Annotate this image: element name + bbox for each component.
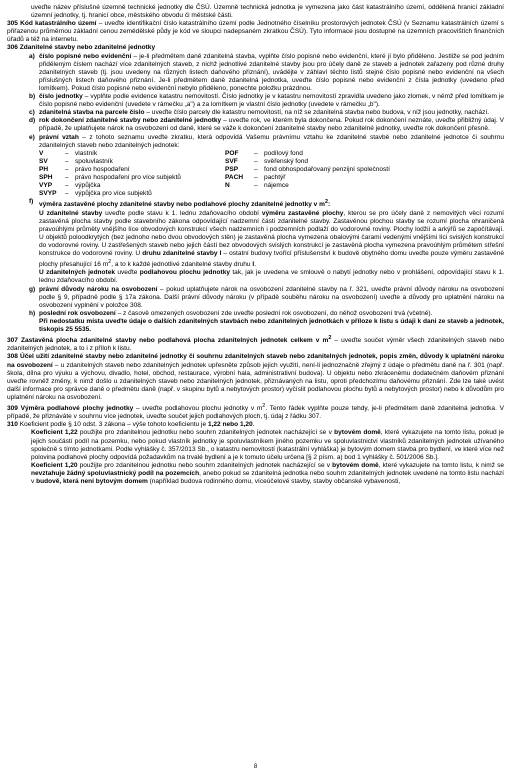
code-description: výpůjčka pro více subjektů	[75, 190, 152, 198]
code: POF	[225, 149, 239, 157]
text: , anebo pokud se zdanitelná jednotka nebo souhrn zdanitelných jednotek uvedené na tomto listu nachází v	[31, 469, 504, 486]
document-page	[7, 4, 504, 486]
bold-text: budově, která není bytovým domem	[36, 478, 148, 486]
subitem-title	[39, 201, 330, 208]
subitem-text: – z časově omezených osvobození zde uveďte poslední rok osvobození, do něhož osvobození trvá (včetně).	[115, 309, 433, 317]
code: VYP	[39, 182, 53, 190]
text: , které vykazujete na tomto listu, k nimž se	[378, 461, 505, 469]
item-305	[7, 20, 504, 44]
bold-text: bytovém domě	[332, 461, 379, 469]
subitem-text: – uveďte číslo parcely dle katastru nemovitostí, na níž se zdanitelná stavba nebo budova, v níž jsou jednotky, nachází.	[144, 109, 490, 117]
item-title-text: Zastavěná plocha zdanitelné stavby nebo podlahová plocha zdanitelných jednotek celkem v m	[21, 337, 329, 345]
item-text: .	[252, 421, 255, 429]
bold-text: I	[252, 261, 255, 269]
code	[225, 190, 254, 198]
dash: –	[65, 157, 69, 165]
bold-text: Koeficient 1,22	[31, 429, 78, 437]
code-row	[39, 182, 390, 190]
item-number: 307	[7, 337, 18, 345]
subitem-text: – pokud uplatňujete nárok na osvobození zdanitelné stavby na ř. 321, uveďte právní důvody nároku na osvobození podle § 9, případně podle § 17a zákona. Další právní důvody nároku (v případě souběhu nároku na osvobození) uveďte a důvody pro uplatnění nároku na osvobození vyplnění v položce 308.	[39, 285, 504, 309]
code: SPH	[39, 173, 53, 181]
subitem-text: – uveďte rok, ve kterém byla dokončena. Pokud rok dokončení neznáte, uveďte přibližný údaj. V případě, že uplatňujete nárok na osvobození od daně, které se váže k dokončení zdanitelné stavby nebo zdanitelné jednotky, uveďte rok dokončení přesně.	[39, 117, 504, 133]
code: N	[225, 182, 230, 190]
text: , a to k každé jednotlivé zdanitelné stavby druhu	[111, 261, 253, 269]
item-number: 308	[7, 353, 18, 361]
subitem-title-colon: :	[328, 201, 331, 209]
item-text: – uveďte součet výměr všech zdanitelných staveb nebo zdanitelných jednotek, a to i z příloh k listu.	[7, 337, 504, 353]
dash: –	[65, 165, 69, 173]
dash: –	[65, 149, 69, 157]
subitem-f-paragraph-2	[7, 269, 504, 285]
item-number: 305	[7, 20, 18, 28]
subitem-letter: h)	[29, 309, 36, 317]
bold-text: U zdanitelných jednotek	[39, 269, 116, 277]
code-description: spoluvlastník	[75, 157, 113, 165]
text: , které vykazujete na tomto listu, pokud je jejich součástí podíl na pozemku, nebo pokud vlastník jednotky je spoluvlastníkem jiného pozemku ve spoluvlastnictví vlastníků zdanitelných jednotek užívaného společně s tímto jednotkami. Podle vyhlášky č. 357/2013 Sb., o katastru nemovitostí (katastrální vyhláška) je bytovým domem stavba pro bydlení, ve které více než polovina podlahové plochy odpovídá požadavkům na trvalé bydlení a je k tomuto účelu určena [§ 2 písm. a) bod 1 vyhlášky č. 501/2006 Sb.].	[31, 429, 504, 461]
dash: –	[254, 165, 258, 173]
dash: –	[65, 173, 69, 181]
subitem-g	[7, 286, 504, 310]
subitem-d	[7, 117, 504, 133]
code-description: podílový fond	[264, 149, 303, 157]
subitem-h	[7, 310, 504, 318]
text: použijte pro zdanitelnou jednotku nebo souhrn zdanitelných jednotek nacházející se v	[77, 461, 333, 469]
bold-text: podlahovou plochu jednotky	[139, 269, 230, 277]
code-description: svěřenský fond	[264, 157, 309, 165]
code-description	[264, 190, 390, 198]
text: .	[254, 261, 257, 269]
subitem-c	[7, 109, 504, 117]
subitem-text: – je-li předmětem daně zdanitelná stavba, vyplňte číslo popisné nebo evidenční, které jí bylo přiděleno. Jestliže se pod jedním přiděleným číslem nachází více zdanitelných staveb, z nichž jednotlivé zdanitelné stavby jsou pro účely daně ze staveb a jednotek zařazeny pod různé druhy zdanitelných staveb (tj. jsou uvedeny na různých listech daňového přiznání), uvádějte v záhlaví těchto listů stejné číslo popisné nebo evidenční na všech příslušných listech daňového přiznání. Je-li předmětem daně zdanitelná jednotka, uveďte číslo popisné nebo evidenční z čísla jednotky (uvedeno před lomítkem). Pokud číslo popisné nebo evidenční nebylo přiděleno, ponechte položku prázdnou.	[39, 52, 504, 92]
text: tak, jak je uvedena ve smlouvě o nabytí jednotky nebo v prohlášení, odpovídající stavu k 1. lednu zdaňovacího období.	[39, 269, 504, 285]
text: použijte pro zdanitelnou jednotku nebo souhrn zdanitelných jednotek nacházející se v	[77, 429, 335, 437]
subitem-text: – z tohoto seznamu uveďte zkratku, která odpovídá Vašemu právnímu vztahu ke zdanitelné stavbě nebo zdanitelné jednotce či souhrnu zdanitelných staveb nebo zdanitelných jednotek:	[39, 133, 504, 149]
bold-text: druhu zdanitelné stavby I	[142, 249, 222, 257]
subitem-letter: a)	[29, 52, 35, 60]
text: uveďte podle stavu k 1. lednu zdaňovacího období	[102, 209, 262, 217]
code: V	[39, 149, 44, 157]
coefficient-1-22-paragraph	[7, 429, 504, 461]
bold-text: Koeficient 1,20	[31, 461, 78, 469]
code: SV	[39, 157, 48, 165]
item-309	[7, 402, 504, 421]
subitem-letter: f)	[29, 198, 34, 206]
item-number: 309	[7, 405, 18, 413]
legal-relation-codes-table	[39, 150, 390, 199]
text: , kterou se pro účely daně z nemovitých věcí rozumí zastavěná plocha stavby podle stavebního zákona odpovídající nadzemní části zdanitelné stavby. Zastavěnou plochou stavby se rozumí plocha ohraničená pravoúhlými průměty vnějšího líce obvodových konstrukcí všech nadzemních i podzemních podlaží do vodorovné roviny. Plochy lodžií a arkýřů se započítávají. U objektů poloodkrytých (bez jednoho nebo dvou obvodových stěn) je zastavěná plocha vymezena obalovými čarami vedenými vnějšími líci svislých konstrukcí do vodorovné roviny. U zastřešených staveb nebo jejich částí bez obvodových svislých konstrukcí je zastavěná plocha vymezena pravoúhlým průmětem střešní konstrukce do vodorovné roviny. U	[39, 209, 505, 257]
paragraph-intro: uveďte název příslušné územně technické jednotky dle ČSÚ. Územně technická jednotka je vymezena jako část katastrálního území, oddělená hranicí základní územní jednotky, tj. hranicí obce, městského obvodu či městské části.	[31, 4, 504, 20]
item-number: 310	[7, 421, 18, 429]
code-row	[39, 166, 390, 174]
subitem-letter: d)	[29, 117, 36, 125]
subitem-title: zdanitelná stavba na parcele číslo	[39, 109, 145, 117]
code-description: vlastník	[75, 149, 98, 157]
subitem-title: rok dokončení zdanitelné stavby nebo zdanitelné jednotky	[39, 117, 222, 125]
item-number: 306	[7, 44, 18, 52]
item-308	[7, 353, 504, 402]
code-description: výpůjčka	[75, 182, 101, 190]
bold-text: 1,22 nebo 1,20	[207, 421, 253, 429]
item-title: Výměra podlahové plochy jednotky	[20, 405, 134, 413]
code-description: nájemce	[264, 182, 289, 190]
subitem-title: poslední rok osvobození	[39, 309, 116, 317]
code-row	[39, 174, 390, 182]
subitem-text: – vyplňte podle evidence katastru nemovitostí. Číslo jednotky je v katastru nemovitostí zpravidla uvedeno jako zlomek, v němž před lomítkem je číslo popisné nebo evidenční (uvedete v rámečku „a") a za lomítkem je vlastní číslo jednotky (uvedete v rámečku „b").	[39, 93, 504, 109]
bold-text: nevztahuje žádný spoluvlastnický podíl na pozemcích	[31, 469, 200, 477]
subitem-title: právní vztah	[39, 133, 79, 141]
code-description: pachtýř	[264, 173, 286, 181]
subitem-title: číslo popisné nebo evidenční	[39, 52, 132, 60]
bold-text: U zdanitelné stavby	[39, 209, 103, 217]
subitem-b	[7, 93, 504, 109]
dash	[254, 190, 264, 198]
dash: –	[65, 182, 69, 190]
subitem-letter: c)	[29, 109, 35, 117]
code-description: právo hospodaření pro více subjektů	[75, 173, 181, 181]
subitem-title: číslo jednotky	[39, 93, 83, 101]
item-310	[7, 421, 504, 429]
code-description: právo hospodaření	[75, 165, 130, 173]
subitem-e	[7, 134, 504, 150]
code: SVYP	[39, 190, 57, 198]
subitem-a	[7, 53, 504, 93]
dash: –	[254, 157, 258, 165]
bold-text: výměru zastavěné plochy	[261, 209, 344, 217]
item-title	[21, 337, 331, 344]
dash: –	[254, 173, 258, 181]
subitem-f	[7, 198, 504, 209]
item-title: Kód katastrálního území	[20, 20, 97, 28]
subitem-letter: b)	[29, 93, 36, 101]
code: SVF	[225, 157, 238, 165]
page-number: 8	[253, 764, 258, 770]
item-text: – uveďte podlahovou plochu jednotky v m	[133, 405, 263, 413]
code: PACH	[225, 173, 244, 181]
attachment-note	[7, 318, 504, 334]
dash: –	[65, 190, 69, 198]
subitem-title-text: výměra zastavěné plochy zdanitelné stavby nebo podlahové plochy zdanitelné jednotky v m	[39, 201, 325, 209]
item-text: – u zdanitelných staveb nebo zdanitelných jednotek upřesněte způsob jejich využití, není-li jednoznačně zřejmý z údaje o předmětu daně na ř. 301 (např. škola, dílna pro výuku a výchovu, divadlo, hotel, obchod, restaurace, výrobní hala, administrativní budova). U objektu nebo zkrácenému dodatečném daňovém přiznání uveďte rovněž změny, k nimž došlo u zdanitelných staveb nebo zdanitelných jednotek, přiznávaných na listu, oproti předchozímu daňovému přiznání. Zde lze také uvést další informace pro správce daně o předmětu daně (např. v skupinu bytů a nebytových prostor) vyčíslit podlahovou plochu bytů a nebytových prostor) nebo k důvodům pro uplatnění nároku na osvobození.	[7, 361, 504, 401]
item-title: Zdanitelné stavby nebo zdanitelné jednotky	[19, 44, 156, 52]
bold-text: Při nedostatku místa uveďte údaje o dalších zdanitelných stavbách nebo zdanitelných jednotkách v příloze k listu s údaji k dani ze staveb a jednotek, tiskopis 25 5535.	[39, 317, 504, 333]
subitem-title: právní důvody nároku na osvobození	[39, 285, 158, 293]
code: PH	[39, 165, 49, 173]
superscript: 2	[328, 335, 332, 342]
item-306	[7, 44, 504, 52]
item-title: Účel užití zdanitelné stavby nebo zdanitelné jednotky či souhrnu zdanitelných staveb nebo zdanitelných jednotek, popis změn, důvody k uplatnění nároku na osvobození	[7, 353, 505, 369]
subitem-letter: g)	[29, 285, 36, 293]
superscript: 2	[324, 199, 328, 206]
code-description: fond obhospodařovaný penzijní společností	[264, 165, 390, 173]
dash: –	[254, 182, 258, 190]
text: (například budova rodinného domu, víceúčelové stavby, stavby občanské vybavenosti,	[147, 478, 401, 486]
coefficient-1-20-paragraph	[7, 462, 504, 486]
text: – ostatní budovy tvořící příslušenství k budově obytného domu uveďte pouze výměru zastavěné plochy přesahující 16 m	[39, 249, 504, 269]
code-row	[39, 158, 390, 166]
item-text: Koeficient podle § 10 odst. 3 zákona – výše tohoto koeficientu je	[19, 421, 208, 429]
text: uveďte	[115, 269, 140, 277]
bold-text: bytovém domě	[334, 429, 381, 437]
subitem-f-paragraph-1	[7, 210, 504, 270]
code: PSP	[225, 165, 239, 173]
superscript: 2	[262, 403, 266, 410]
subitem-letter: e)	[29, 133, 35, 141]
item-307	[7, 334, 504, 353]
superscript: 2	[108, 259, 112, 266]
code-row	[39, 150, 390, 158]
code-row	[39, 190, 390, 198]
dash: –	[254, 149, 258, 157]
item-text: . Tento řádek vyplňte pouze tehdy, je-li předmětem daně zdanitelná jednotka. V případě, že přiznáváte v souhrnu více jednotek, uveďte součet jejich podlahových ploch, tj. údaj z řádku 307.	[7, 405, 504, 421]
item-text: – uveďte identifikační číslo katastrálního území podle Jednotného číselníku prostorových jednotek ČSÚ (v Seznamu katastrálních území s přiřazenou průměrnou základní cenou zemědělské půdy je kód ve sloupci nadepsaném zkratkou ČSÚ). Tyto informace jsou dostupné na územních pracovištích finančních úřadů a též na internetu.	[7, 20, 504, 44]
